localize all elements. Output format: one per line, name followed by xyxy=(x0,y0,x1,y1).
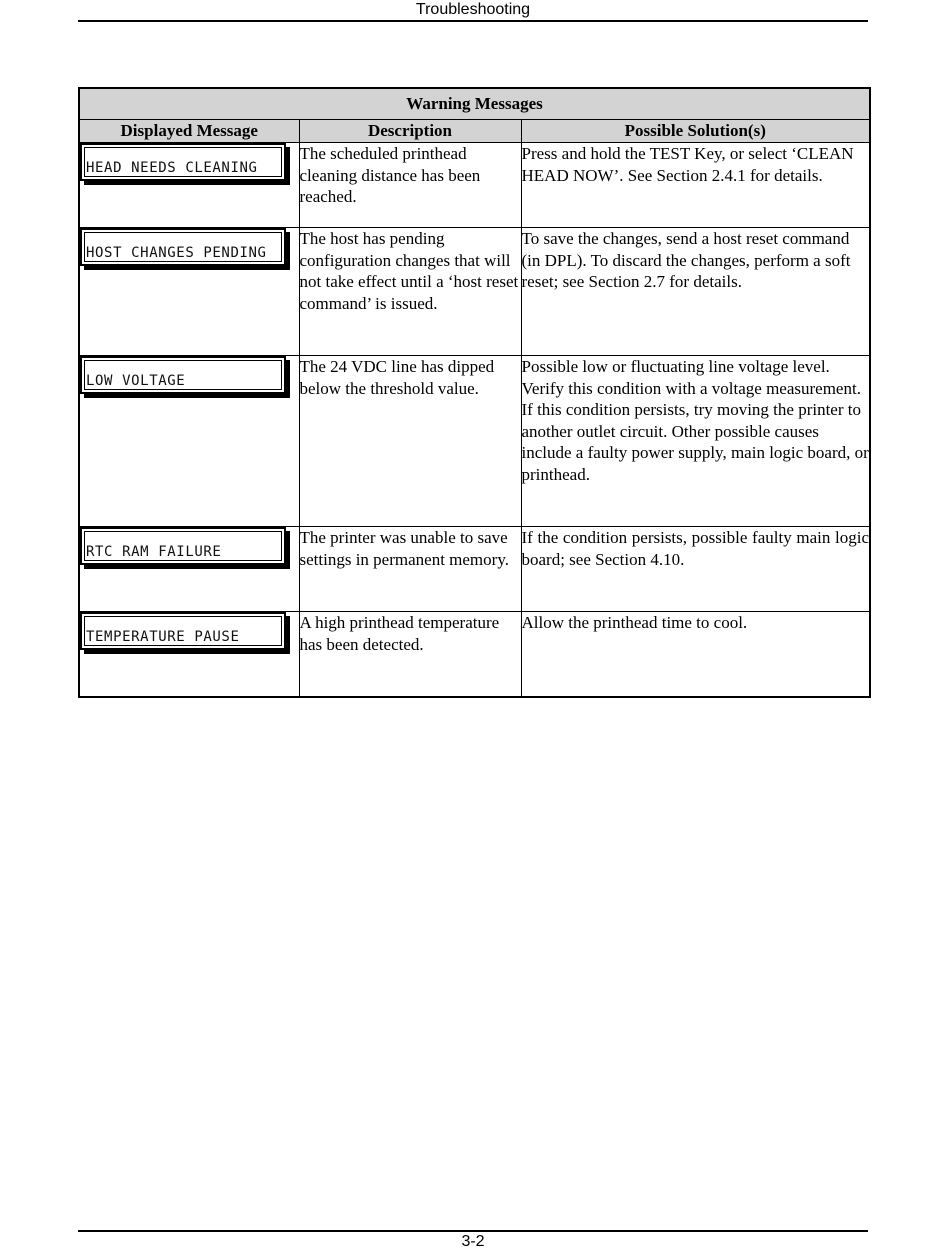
message-cell xyxy=(79,527,299,612)
lcd-display xyxy=(80,143,286,181)
solution-cell: Possible low or fluctuating line voltage level. Verify this condition with a voltage measurement. If this condition persists, try moving the printer to another outlet circuit. Other possible causes include a faulty power supply, main logic board, or printhead. xyxy=(521,356,870,527)
description-cell: A high printhead temperature has been detected. xyxy=(299,612,521,697)
header-title: Troubleshooting xyxy=(415,1,531,18)
running-footer xyxy=(78,1230,868,1252)
description-cell: The host has pending configuration changes that will not take effect until a ‘host reset command’ is issued. xyxy=(299,228,521,356)
lcd-message: HEAD NEEDS CLEANING xyxy=(86,160,258,176)
lcd-message: LOW VOLTAGE xyxy=(86,373,186,389)
warning-messages-table xyxy=(78,87,871,698)
lcd-display xyxy=(80,612,286,650)
table-caption: Warning Messages xyxy=(79,88,870,120)
message-cell xyxy=(79,356,299,527)
solution-cell: Press and hold the TEST Key, or select ‘CLEAN HEAD NOW’. See Section 2.4.1 for details. xyxy=(521,143,870,228)
lcd-message: HOST CHANGES PENDING xyxy=(86,245,267,261)
message-cell xyxy=(79,612,299,697)
lcd-display xyxy=(80,356,286,394)
table-row xyxy=(79,527,870,612)
column-header-displayed-message: Displayed Message xyxy=(79,120,299,143)
message-cell xyxy=(79,143,299,228)
lcd-message: RTC RAM FAILURE xyxy=(86,544,222,560)
solution-cell: If the condition persists, possible faulty main logic board; see Section 4.10. xyxy=(521,527,870,612)
description-cell: The printer was unable to save settings in permanent memory. xyxy=(299,527,521,612)
solution-cell: To save the changes, send a host reset command (in DPL). To discard the changes, perform a soft reset; see Section 2.7 for details. xyxy=(521,228,870,356)
page-number: 3-2 xyxy=(461,1233,485,1250)
table-row xyxy=(79,143,870,228)
table-row xyxy=(79,228,870,356)
table-caption-row xyxy=(79,88,870,120)
column-header-description: Description xyxy=(299,120,521,143)
lcd-display xyxy=(80,228,286,266)
description-cell: The scheduled printhead cleaning distance has been reached. xyxy=(299,143,521,228)
running-header xyxy=(78,0,868,22)
table-row xyxy=(79,612,870,697)
column-header-possible-solutions: Possible Solution(s) xyxy=(521,120,870,143)
lcd-message: TEMPERATURE PAUSE xyxy=(86,629,240,645)
table-header-row xyxy=(79,120,870,143)
message-cell xyxy=(79,228,299,356)
lcd-display xyxy=(80,527,286,565)
description-cell: The 24 VDC line has dipped below the threshold value. xyxy=(299,356,521,527)
table-row xyxy=(79,356,870,527)
solution-cell: Allow the printhead time to cool. xyxy=(521,612,870,697)
